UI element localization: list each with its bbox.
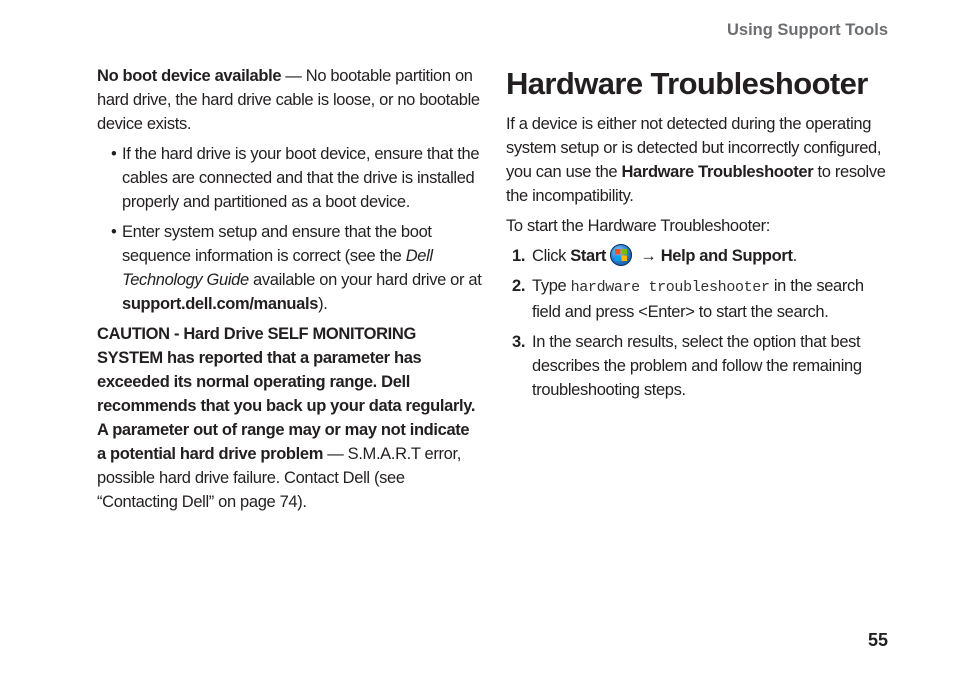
caution-bold-text: CAUTION - Hard Drive SELF MONITORING SYSTEM has reported that a parameter has exceeded its normal operating range. Dell recommends that you back up your data regularly. A parameter out of range may or may not indicate a potential hard drive problem bbox=[97, 325, 476, 463]
bullet-item-system-setup bbox=[111, 220, 482, 316]
bullet-icon: • bbox=[111, 223, 117, 241]
smart-caution-paragraph bbox=[97, 322, 482, 514]
page-number: 55 bbox=[867, 630, 888, 650]
search-term-code: hardware troubleshooter bbox=[570, 279, 770, 296]
bullet-icon: • bbox=[111, 145, 117, 163]
no-boot-device-description: — No bootable partition on hard drive, the hard drive cable is loose, or no bootable device exists. bbox=[97, 67, 480, 133]
step-number: 3. bbox=[512, 333, 526, 351]
step-2 bbox=[506, 274, 891, 324]
arrow-icon: → bbox=[636, 247, 661, 265]
bullet-text: available on your hard drive or at bbox=[248, 271, 482, 289]
hardware-troubleshooter-term: Hardware Troubleshooter bbox=[621, 163, 814, 181]
step-3 bbox=[506, 330, 891, 402]
help-and-support-label: Help and Support bbox=[660, 247, 793, 265]
bullet-text: If the hard drive is your boot device, ensure that the cables are connected and that the drive is installed properly and partitioned as a boot device. bbox=[122, 145, 480, 211]
right-column bbox=[506, 64, 891, 408]
step-1 bbox=[506, 244, 891, 268]
windows-start-orb-icon bbox=[610, 244, 632, 266]
step-text: in the search field and press <Enter> to start the search. bbox=[532, 277, 864, 321]
step-text: Click bbox=[532, 247, 571, 265]
left-column bbox=[97, 64, 482, 514]
step-number: 2. bbox=[512, 277, 526, 295]
running-header: Using Support Tools bbox=[726, 21, 888, 39]
start-instruction: To start the Hardware Troubleshooter: bbox=[506, 217, 771, 235]
no-boot-device-term: No boot device available bbox=[97, 67, 282, 85]
no-boot-device-paragraph bbox=[97, 64, 482, 136]
bullet-text: Enter system setup and ensure that the boot sequence information is correct (see the bbox=[122, 223, 432, 265]
bullet-text: ). bbox=[318, 295, 328, 313]
technology-guide-title: Dell Technology Guide bbox=[122, 247, 433, 289]
step-text: In the search results, select the option that best describes the problem and follow the remaining troubleshooting steps. bbox=[532, 333, 862, 399]
bullet-item-boot-device bbox=[111, 142, 482, 214]
intro-paragraph bbox=[506, 112, 891, 208]
caution-description: — S.M.A.R.T error, possible hard drive failure. Contact Dell (see “Contacting Dell” on page 74). bbox=[97, 445, 461, 511]
support-manuals-link[interactable]: support.dell.com/manuals bbox=[122, 295, 319, 313]
section-title: Hardware Troubleshooter bbox=[506, 66, 868, 101]
start-label: Start bbox=[570, 247, 607, 265]
intro-text: If a device is either not detected during the operating system setup or is detected but incorrectly configured, you can use the bbox=[506, 115, 882, 181]
step-text: Type bbox=[532, 277, 571, 295]
intro-text: to resolve the incompatibility. bbox=[506, 163, 886, 205]
boot-device-bullet-list bbox=[111, 142, 482, 316]
step-text: . bbox=[792, 247, 797, 265]
steps-list bbox=[506, 244, 891, 402]
step-number: 1. bbox=[512, 247, 526, 265]
